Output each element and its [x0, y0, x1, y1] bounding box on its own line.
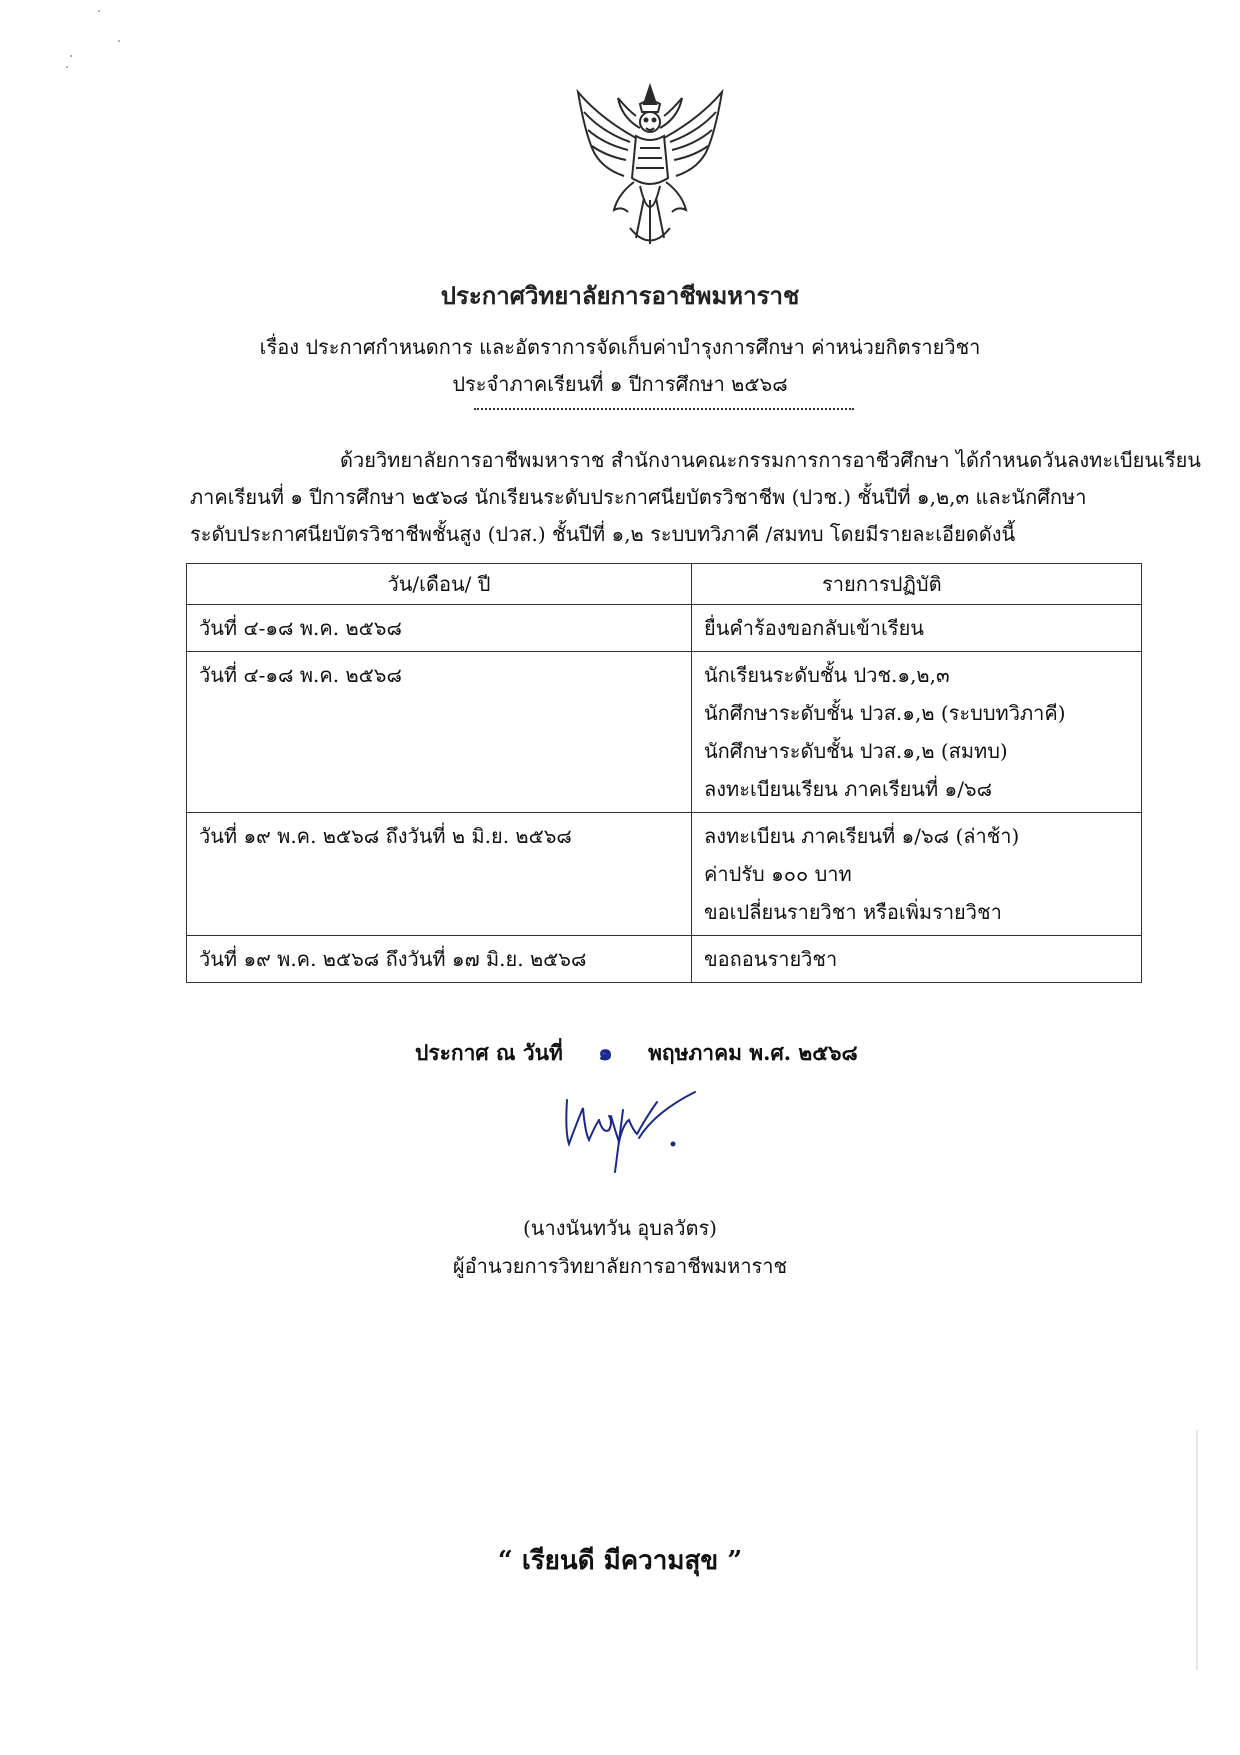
announcement-month-year: พฤษภาคม พ.ศ. ๒๕๖๘ — [648, 1040, 858, 1065]
table-row — [187, 605, 1142, 652]
action-item: ลงทะเบียนเรียน ภาคเรียนที่ ๑/๖๘ — [704, 777, 993, 801]
body-line-3: ระดับประกาศนียบัตรวิชาชีพชั้นสูง (ปวส.) ชั้นปีที่ ๑,๒ ระบบทวิภาคี /สมทบ โดยมีรายละเอียดดังนี้ — [190, 522, 1016, 546]
action-item: นักศึกษาระดับชั้น ปวส.๑,๒ (สมทบ) — [704, 739, 1008, 763]
subject-term-line: ประจำภาคเรียนที่ ๑ ปีการศึกษา ๒๕๖๘ — [452, 372, 788, 396]
announcement-date-line — [415, 1035, 858, 1071]
scan-speck — [98, 10, 100, 12]
scan-speck — [70, 55, 72, 57]
body-line-2: ภาคเรียนที่ ๑ ปีการศึกษา ๒๕๖๘ นักเรียนระดับประกาศนียบัตรวิชาชีพ (ปวช.) ชั้นปีที่ ๑,๒,๓ และนักศึกษา — [190, 485, 1087, 509]
row-actions — [692, 652, 1142, 813]
row-date: วันที่ ๑๙ พ.ค. ๒๕๖๘ ถึงวันที่ ๑๗ มิ.ย. ๒๕๖๘ — [187, 936, 692, 983]
row-actions — [692, 936, 1142, 983]
row-actions — [692, 605, 1142, 652]
row-date: วันที่ ๑๙ พ.ค. ๒๕๖๘ ถึงวันที่ ๒ มิ.ย. ๒๕๖๘ — [187, 813, 692, 936]
signer-name: (นางนันทวัน อุบลวัตร) — [523, 1216, 717, 1240]
table-row — [187, 813, 1142, 936]
action-item: ขอเปลี่ยนรายวิชา หรือเพิ่มรายวิชา — [704, 900, 1002, 924]
row-date: วันที่ ๔-๑๘ พ.ค. ๒๕๖๘ — [187, 605, 692, 652]
dotted-divider — [474, 408, 854, 410]
announcement-prefix: ประกาศ ณ วันที่ — [415, 1040, 563, 1065]
schedule-table — [186, 563, 1142, 983]
signer-position: ผู้อำนวยการวิทยาลัยการอาชีพมหาราช — [452, 1254, 788, 1278]
subject-line: เรื่อง ประกาศกำหนดการ และอัตราการจัดเก็บค่าบำรุงการศึกษา ค่าหน่วยกิตรายวิชา — [259, 335, 981, 359]
row-date: วันที่ ๔-๑๘ พ.ค. ๒๕๖๘ — [187, 652, 692, 813]
announcement-day: ๑ — [598, 1039, 613, 1066]
action-item: นักศึกษาระดับชั้น ปวส.๑,๒ (ระบบทวิภาคี) — [704, 701, 1066, 725]
table-header-row — [187, 564, 1142, 605]
document-title: ประกาศวิทยาลัยการอาชีพมหาราช — [440, 281, 800, 310]
action-item: ยื่นคำร้องขอกลับเข้าเรียน — [704, 616, 924, 640]
scan-speck — [66, 66, 68, 68]
action-item: ลงทะเบียน ภาคเรียนที่ ๑/๖๘ (ล่าช้า) — [704, 824, 1020, 848]
footer-motto: “ เรียนดี มีความสุข ” — [497, 1546, 743, 1576]
action-item: ขอถอนรายวิชา — [704, 947, 838, 971]
table-row — [187, 936, 1142, 983]
body-line-1: ด้วยวิทยาลัยการอาชีพมหาราช สำนักงานคณะกรรมการการอาชีวศึกษา ได้กำหนดวันลงทะเบียนเรียน — [340, 448, 1201, 472]
scan-speck — [118, 40, 120, 42]
table-row — [187, 652, 1142, 813]
garuda-emblem — [570, 78, 730, 258]
column-header-date: วัน/เดือน/ ปี — [187, 564, 692, 605]
action-item: นักเรียนระดับชั้น ปวช.๑,๒,๓ — [704, 663, 950, 687]
action-item: ค่าปรับ ๑๐๐ บาท — [704, 862, 852, 886]
handwritten-signature — [555, 1072, 715, 1192]
column-header-action: รายการปฏิบัติ — [692, 564, 1142, 605]
row-actions — [692, 813, 1142, 936]
